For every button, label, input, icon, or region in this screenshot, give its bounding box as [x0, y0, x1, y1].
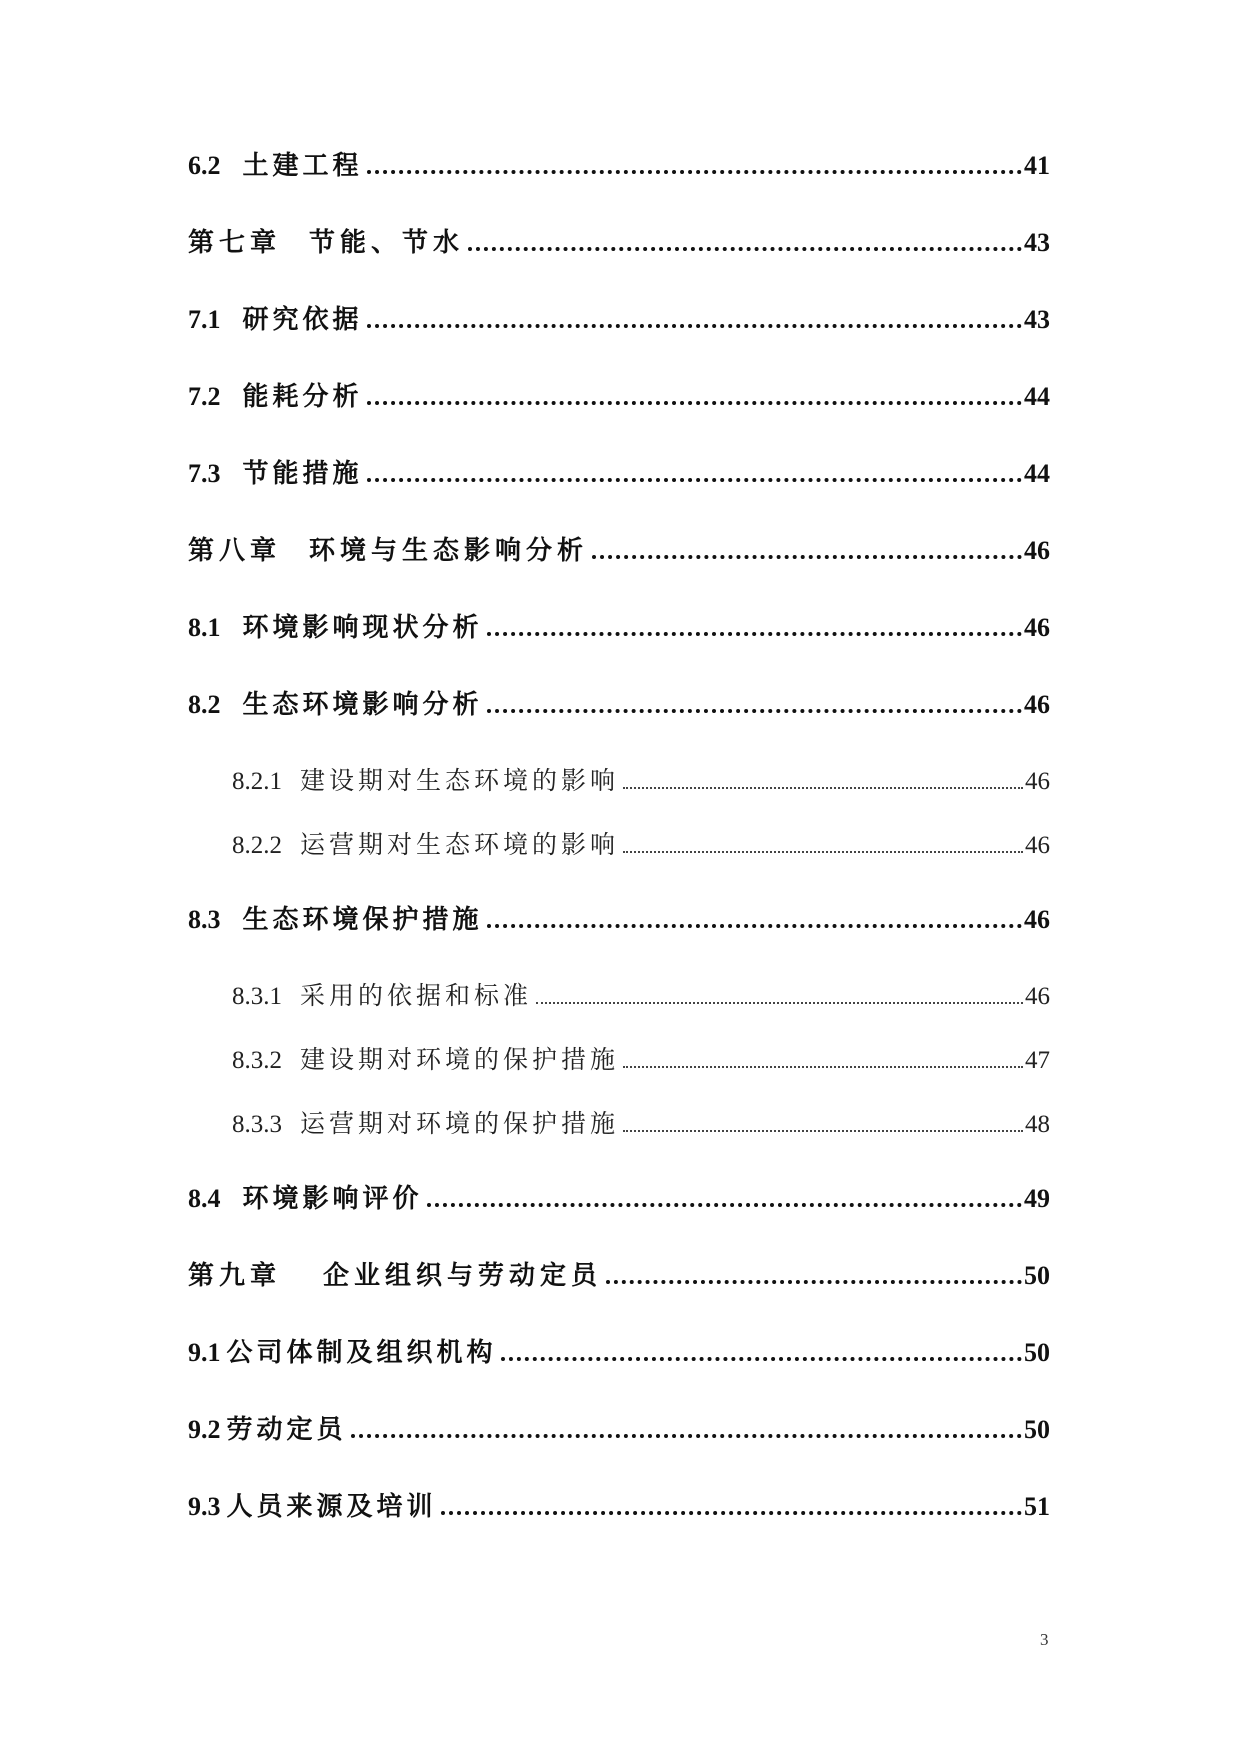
toc-entry-page: 46	[1024, 536, 1050, 565]
toc-entry-page: 41	[1024, 151, 1050, 180]
toc-entry-8-4[interactable]	[188, 1175, 1050, 1215]
toc-entry-page: 46	[1025, 768, 1050, 795]
toc-entry-title: 运营期对生态环境的影响	[300, 830, 620, 859]
toc-entry-9-3[interactable]	[188, 1483, 1050, 1523]
toc-entry-number: 第八章	[188, 536, 282, 566]
toc-leader-dots	[487, 709, 1022, 713]
toc-entry-number: 9.1	[188, 1338, 221, 1367]
toc-entry-title: 采用的依据和标准	[300, 981, 533, 1010]
toc-leader-dots	[606, 1280, 1022, 1284]
toc-entry-page: 51	[1024, 1492, 1050, 1521]
toc-entry-number: 8.2.1	[232, 768, 282, 795]
toc-entry-title: 节能、节水	[309, 228, 465, 258]
toc-entry-page: 43	[1024, 305, 1050, 334]
toc-entry-page: 50	[1024, 1415, 1050, 1444]
toc-entry-number: 9.2	[188, 1415, 221, 1444]
toc-entry-7-1[interactable]	[188, 296, 1050, 336]
toc-entry-page: 44	[1024, 382, 1050, 411]
toc-entry-8-2-1[interactable]	[232, 758, 1050, 798]
toc-leader-dots	[441, 1511, 1022, 1515]
toc-entry-page: 46	[1024, 690, 1050, 719]
toc-entry-title: 环境影响评价	[242, 1184, 423, 1214]
toc-entry-page: 49	[1024, 1184, 1050, 1213]
toc-entry-9-2[interactable]	[188, 1406, 1050, 1446]
toc-leader-dots	[487, 632, 1022, 636]
toc-leader-dots	[351, 1434, 1022, 1438]
toc-entry-page: 43	[1024, 228, 1050, 257]
toc-entry-chapter-7[interactable]	[188, 219, 1050, 259]
toc-entry-title: 生态环境影响分析	[242, 690, 483, 720]
toc-entry-title: 节能措施	[242, 459, 363, 489]
toc-entry-page: 48	[1025, 1111, 1050, 1138]
toc-entry-title: 环境与生态影响分析	[309, 536, 589, 566]
toc-entry-number: 8.3	[188, 905, 221, 934]
toc-entry-chapter-9[interactable]	[188, 1252, 1050, 1292]
toc-entry-number: 8.1	[188, 613, 221, 642]
toc-entry-8-1[interactable]	[188, 604, 1050, 644]
toc-leader-dots	[536, 1002, 1023, 1004]
toc-leader-dots	[367, 324, 1022, 328]
toc-entry-number: 8.2.2	[232, 832, 282, 859]
toc-leader-dots	[367, 401, 1022, 405]
toc-entry-number: 8.3.3	[232, 1111, 282, 1138]
toc-entry-title: 劳动定员	[226, 1415, 347, 1445]
toc-entry-page: 50	[1024, 1338, 1050, 1367]
toc-entry-8-2-2[interactable]	[232, 822, 1050, 862]
toc-entry-title: 环境影响现状分析	[242, 613, 483, 643]
toc-entry-7-2[interactable]	[188, 373, 1050, 413]
toc-entry-title: 企业组织与劳动定员	[323, 1261, 603, 1291]
toc-entry-number: 9.3	[188, 1492, 221, 1521]
toc-entry-number: 6.2	[188, 151, 221, 180]
toc-entry-7-3[interactable]	[188, 450, 1050, 490]
toc-entry-title: 运营期对环境的保护措施	[300, 1109, 620, 1138]
toc-leader-dots	[623, 787, 1023, 789]
toc-entry-title: 人员来源及培训	[226, 1492, 437, 1522]
toc-entry-number: 7.2	[188, 382, 221, 411]
toc-leader-dots	[623, 1130, 1023, 1132]
toc-entry-8-3-2[interactable]	[232, 1037, 1050, 1077]
toc-entry-number: 第九章	[188, 1261, 282, 1291]
toc-entry-number: 8.3.2	[232, 1047, 282, 1074]
toc-leader-dots	[487, 924, 1022, 928]
toc-entry-number: 8.2	[188, 690, 221, 719]
toc-leader-dots	[623, 1066, 1023, 1068]
toc-entry-chapter-8[interactable]	[188, 527, 1050, 567]
toc-entry-page: 46	[1024, 905, 1050, 934]
toc-entry-page: 47	[1025, 1047, 1050, 1074]
toc-entry-number: 8.3.1	[232, 983, 282, 1010]
toc-leader-dots	[427, 1203, 1022, 1207]
toc-entry-page: 44	[1024, 459, 1050, 488]
toc-entry-title: 生态环境保护措施	[242, 905, 483, 935]
toc-entry-8-2[interactable]	[188, 681, 1050, 721]
toc-leader-dots	[501, 1357, 1022, 1361]
toc-entry-8-3-1[interactable]	[232, 973, 1050, 1013]
toc-entry-page: 46	[1025, 832, 1050, 859]
toc-entry-page: 46	[1025, 983, 1050, 1010]
page-number: 3	[1040, 1630, 1049, 1649]
toc-entry-number: 第七章	[188, 228, 282, 258]
toc-entry-page: 50	[1024, 1261, 1050, 1290]
toc-leader-dots	[623, 851, 1023, 853]
toc-entry-number: 8.4	[188, 1184, 221, 1213]
toc-leader-dots	[592, 555, 1022, 559]
toc-entry-number: 7.3	[188, 459, 221, 488]
toc-entry-title: 公司体制及组织机构	[226, 1338, 497, 1368]
toc-entry-9-1[interactable]	[188, 1329, 1050, 1369]
toc-entry-8-3-3[interactable]	[232, 1101, 1050, 1141]
toc-entry-page: 46	[1024, 613, 1050, 642]
toc-entry-6-2[interactable]	[188, 142, 1050, 182]
toc-leader-dots	[367, 478, 1022, 482]
toc-entry-title: 能耗分析	[242, 382, 363, 412]
toc-entry-number: 7.1	[188, 305, 221, 334]
toc-entry-title: 建设期对生态环境的影响	[300, 766, 620, 795]
toc-leader-dots	[367, 170, 1022, 174]
toc-leader-dots	[468, 247, 1022, 251]
toc-entry-title: 研究依据	[242, 305, 363, 335]
toc-entry-title: 土建工程	[242, 151, 363, 181]
toc-entry-title: 建设期对环境的保护措施	[300, 1045, 620, 1074]
toc-entry-8-3[interactable]	[188, 896, 1050, 936]
